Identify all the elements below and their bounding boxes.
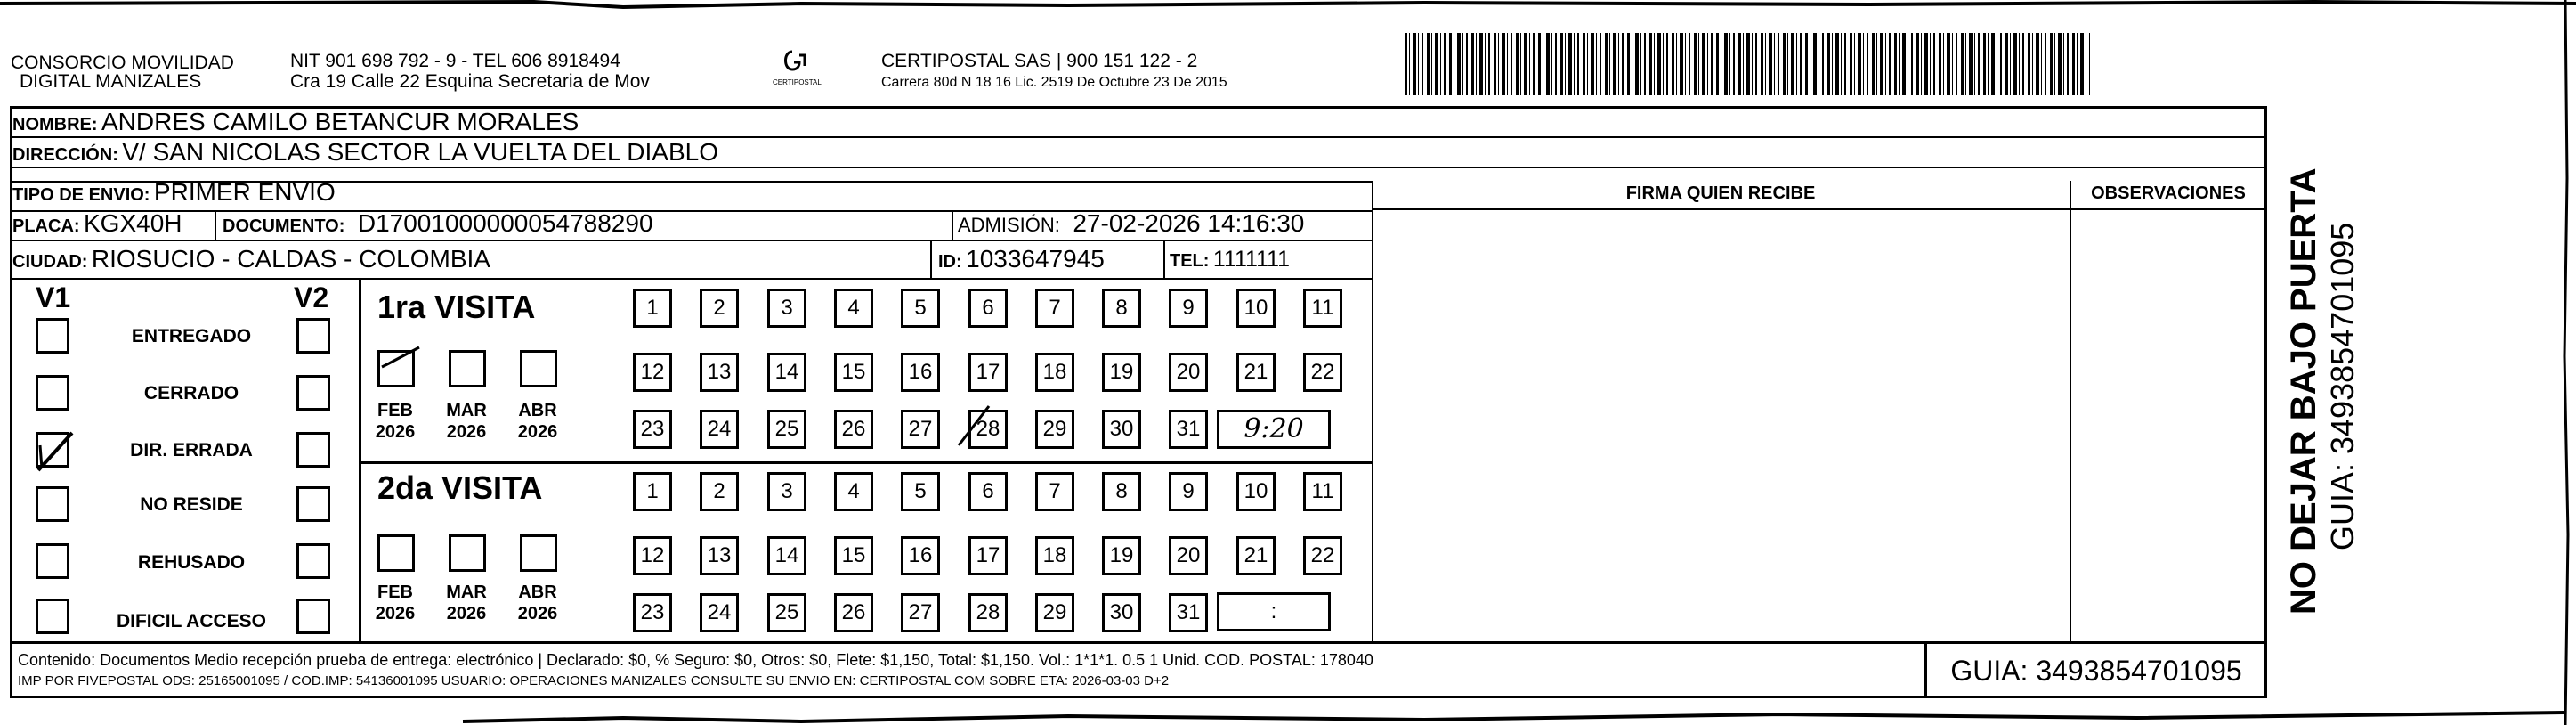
signature-area[interactable] [1373,210,2068,639]
visit2-day-28[interactable]: 28 [968,593,1008,632]
visit2-day-4[interactable]: 4 [834,472,873,511]
v2-checkbox-dir-errada[interactable] [296,432,330,468]
nit-line: NIT 901 698 792 - 9 - TEL 606 8918494 [290,51,620,71]
visit1-day-13[interactable]: 13 [700,353,739,392]
visit2-month-feb-box[interactable] [377,534,415,572]
v2-checkbox-cerrado[interactable] [296,375,330,411]
month-name: ABR [518,401,557,420]
visit2-day-14[interactable]: 14 [767,536,806,575]
visit1-day-9[interactable]: 9 [1169,289,1208,328]
visit2-day-10[interactable]: 10 [1236,472,1276,511]
visit1-day-2[interactable]: 2 [700,289,739,328]
visit1-month-mar-label [440,400,493,443]
firma-header: FIRMA QUIEN RECIBE [1625,183,1816,203]
visit2-day-8[interactable]: 8 [1102,472,1141,511]
v1-checkbox-rehusado[interactable] [36,543,69,579]
visit2-day-2[interactable]: 2 [700,472,739,511]
month-name: FEB [377,401,413,420]
torn-bottom-edge [0,709,2576,725]
month-year: 2026 [375,604,416,623]
visit2-day-9[interactable]: 9 [1169,472,1208,511]
status-label-dificil-acceso: DIFICIL ACCESO [116,611,266,631]
v2-header: V2 [294,281,329,314]
placa-value: KGX40H [84,209,182,237]
visit1-day-28[interactable]: 28 [968,410,1008,449]
visit1-day-23[interactable]: 23 [633,410,672,449]
logo-text: CERTIPOSTAL [773,78,822,86]
visit2-day-13[interactable]: 13 [700,536,739,575]
footer-print-line: IMP POR FIVEPOSTAL ODS: 25165001095 / COD.IMP: 54136001095 USUARIO: OPERACIONES MANIZALES CONSULTE SU ENVIO EN: CERTIPOSTAL COM SOBRE ETA: 2026-03-03 D+2 [18,673,1170,688]
company-name-line2: DIGITAL MANIZALES [20,71,202,92]
visit2-day-12[interactable]: 12 [633,536,672,575]
sender-address: Cra 19 Calle 22 Esquina Secretaria de Mov [290,71,650,92]
cell-divider [215,210,216,240]
visit1-day-20[interactable]: 20 [1169,353,1208,392]
visit2-month-feb-label [369,582,422,624]
direccion-value: V/ SAN NICOLAS SECTOR LA VUELTA DEL DIABLO [122,138,718,166]
visit2-day-16[interactable]: 16 [901,536,940,575]
visit1-day-26[interactable]: 26 [834,410,873,449]
v1-checkbox-entregado[interactable] [36,318,69,354]
tel-field [1170,246,1290,276]
visit1-day-3[interactable]: 3 [767,289,806,328]
visit1-day-7[interactable]: 7 [1035,289,1074,328]
visit2-day-15[interactable]: 15 [834,536,873,575]
visit2-day-18[interactable]: 18 [1035,536,1074,575]
visit1-day-4[interactable]: 4 [834,289,873,328]
visit1-day-27[interactable]: 27 [901,410,940,449]
carrier-line1: CERTIPOSTAL SAS | 900 151 122 - 2 [881,51,1198,71]
visit2-day-25[interactable]: 25 [767,593,806,632]
visit2-day-26[interactable]: 26 [834,593,873,632]
visit2-day-3[interactable]: 3 [767,472,806,511]
visit1-day-31[interactable]: 31 [1169,410,1208,449]
visit1-day-15[interactable]: 15 [834,353,873,392]
observations-area[interactable] [2071,210,2265,639]
month-year: 2026 [517,604,558,623]
visit1-day-6[interactable]: 6 [968,289,1008,328]
side-warning: NO DEJAR BAJO PUERTA [2284,167,2323,615]
visit2-month-mar-box[interactable] [449,534,486,572]
visit2-day-31[interactable]: 31 [1169,593,1208,632]
visit1-month-feb-box[interactable] [377,350,415,387]
nombre-label: NOMBRE: [12,115,98,134]
visit1-month-abr-label [511,400,564,443]
visit2-day-11[interactable]: 11 [1303,472,1342,511]
day-28-strike-icon [950,401,1000,454]
visit2-day-27[interactable]: 27 [901,593,940,632]
ciudad-field [12,246,490,277]
cell-divider [1163,240,1165,278]
torn-right-edge [2562,0,2576,725]
admision-label: ADMISIÓN: [958,214,1060,236]
status-label-entregado: ENTREGADO [131,326,252,346]
visit2-time-box[interactable]: : [1217,592,1331,631]
month-year: 2026 [446,604,487,623]
tel-value: 1111111 [1212,247,1291,272]
side-guia: GUIA: 3493854701095 [2324,222,2361,550]
tipo-envio-value: PRIMER ENVIO [153,178,336,206]
month-name: FEB [377,582,413,602]
visit1-title: 1ra VISITA [377,289,536,325]
visit2-day-23[interactable]: 23 [633,593,672,632]
admision-field [958,210,1304,241]
visit2-day-17[interactable]: 17 [968,536,1008,575]
visit1-month-feb-label [369,400,422,443]
month-name: MAR [446,582,487,602]
carrier-line2: Carrera 80d N 18 16 Lic. 2519 De Octubre 23 De 2015 [881,75,1227,90]
status-label-dir-errada: DIR. ERRADA [130,440,253,460]
check-mark-icon [377,342,426,378]
placa-label: PLACA: [12,216,80,236]
placa-field [12,210,182,241]
visit2-day-22[interactable]: 22 [1303,536,1342,575]
v2-checkbox-dificil-acceso[interactable] [296,599,330,634]
tel-label: TEL: [1170,251,1210,271]
visit2-day-19[interactable]: 19 [1102,536,1141,575]
visit1-day-11[interactable]: 11 [1303,289,1342,328]
ciudad-label: CIUDAD: [12,252,88,272]
visit2-day-21[interactable]: 21 [1236,536,1276,575]
visit2-day-7[interactable]: 7 [1035,472,1074,511]
visit1-day-1[interactable]: 1 [633,289,672,328]
status-label-no-reside: NO RESIDE [140,494,243,515]
ciudad-value: RIOSUCIO - CALDAS - COLOMBIA [91,245,490,273]
visit1-day-18[interactable]: 18 [1035,353,1074,392]
nombre-value: ANDRES CAMILO BETANCUR MORALES [101,108,579,135]
visit1-day-25[interactable]: 25 [767,410,806,449]
visit1-day-14[interactable]: 14 [767,353,806,392]
visit1-day-12[interactable]: 12 [633,353,672,392]
tipo-envio-label: TIPO DE ENVIO: [12,185,150,205]
status-label-cerrado: CERRADO [143,383,239,403]
visit1-day-30[interactable]: 30 [1102,410,1141,449]
v1-checkbox-dificil-acceso[interactable] [36,599,69,634]
direccion-label: DIRECCIÓN: [12,145,118,165]
visit2-month-abr-box[interactable] [520,534,557,572]
observaciones-header: OBSERVACIONES [2091,183,2246,203]
checkmark-icon [31,428,79,477]
direccion-row [12,139,718,170]
certipostal-logo [773,46,824,93]
visit1-day-19[interactable]: 19 [1102,353,1141,392]
row-divider [10,278,1372,280]
documento-label: DOCUMENTO: [223,216,345,236]
month-name: ABR [518,582,557,602]
visit2-month-mar-label [440,582,493,624]
visit2-day-5[interactable]: 5 [901,472,940,511]
visit2-day-30[interactable]: 30 [1102,593,1141,632]
id-label: ID: [938,252,962,272]
visit1-time-box[interactable]: 9:20 [1217,410,1331,449]
visit1-month-mar-box[interactable] [449,350,486,387]
cell-divider [952,210,953,240]
visit2-day-6[interactable]: 6 [968,472,1008,511]
visit1-day-10[interactable]: 10 [1236,289,1276,328]
visit2-month-abr-label [511,582,564,624]
footer-divider [10,641,2267,644]
tipo-envio-row [12,179,336,210]
visit1-day-29[interactable]: 29 [1035,410,1074,449]
visit-divider [359,461,1372,464]
month-year: 2026 [517,422,558,442]
barcode [1405,33,2090,95]
v1-checkbox-no-reside[interactable] [36,486,69,522]
visit1-month-abr-box[interactable] [520,350,557,387]
visit1-day-21[interactable]: 21 [1236,353,1276,392]
v2-checkbox-entregado[interactable] [296,318,330,354]
visit2-day-29[interactable]: 29 [1035,593,1074,632]
cell-divider [930,240,932,278]
status-divider [359,278,361,641]
visit2-title: 2da VISITA [377,469,543,506]
visit1-day-22[interactable]: 22 [1303,353,1342,392]
visit2-day-1[interactable]: 1 [633,472,672,511]
visit2-day-20[interactable]: 20 [1169,536,1208,575]
footer-content-line: Contenido: Documentos Medio recepción prueba de entrega: electrónico | Declarado: $0, % Seguro: $0, Otros: $0, Flete: $1,150, Total: $1,150. Vol.: 1*1*1. 0.5 1 Unid. COD. POSTAL: 178040 [18,651,1373,669]
v1-header: V1 [36,281,71,314]
v1-checkbox-cerrado[interactable] [36,375,69,411]
visit2-day-24[interactable]: 24 [700,593,739,632]
v2-checkbox-rehusado[interactable] [296,543,330,579]
v1-checkbox-dir-errada[interactable] [36,432,69,468]
visit1-day-17[interactable]: 17 [968,353,1008,392]
nombre-row [12,109,579,140]
id-value: 1033647945 [966,245,1105,273]
admision-value: 27-02-2026 14:16:30 [1073,209,1305,237]
visit1-day-16[interactable]: 16 [901,353,940,392]
v2-checkbox-no-reside[interactable] [296,486,330,522]
month-year: 2026 [446,422,487,442]
visit1-day-5[interactable]: 5 [901,289,940,328]
status-label-rehusado: REHUSADO [137,552,246,573]
guia-box: GUIA: 3493854701095 [1950,655,2242,687]
torn-top-edge [0,0,2576,18]
month-year: 2026 [375,422,416,442]
company-name-line1: CONSORCIO MOVILIDAD [11,53,234,73]
documento-field [223,210,653,241]
visit1-day-24[interactable]: 24 [700,410,739,449]
documento-value: D17001000000054788290 [357,209,653,237]
visit1-day-8[interactable]: 8 [1102,289,1141,328]
id-field [938,246,1105,277]
month-name: MAR [446,401,487,420]
